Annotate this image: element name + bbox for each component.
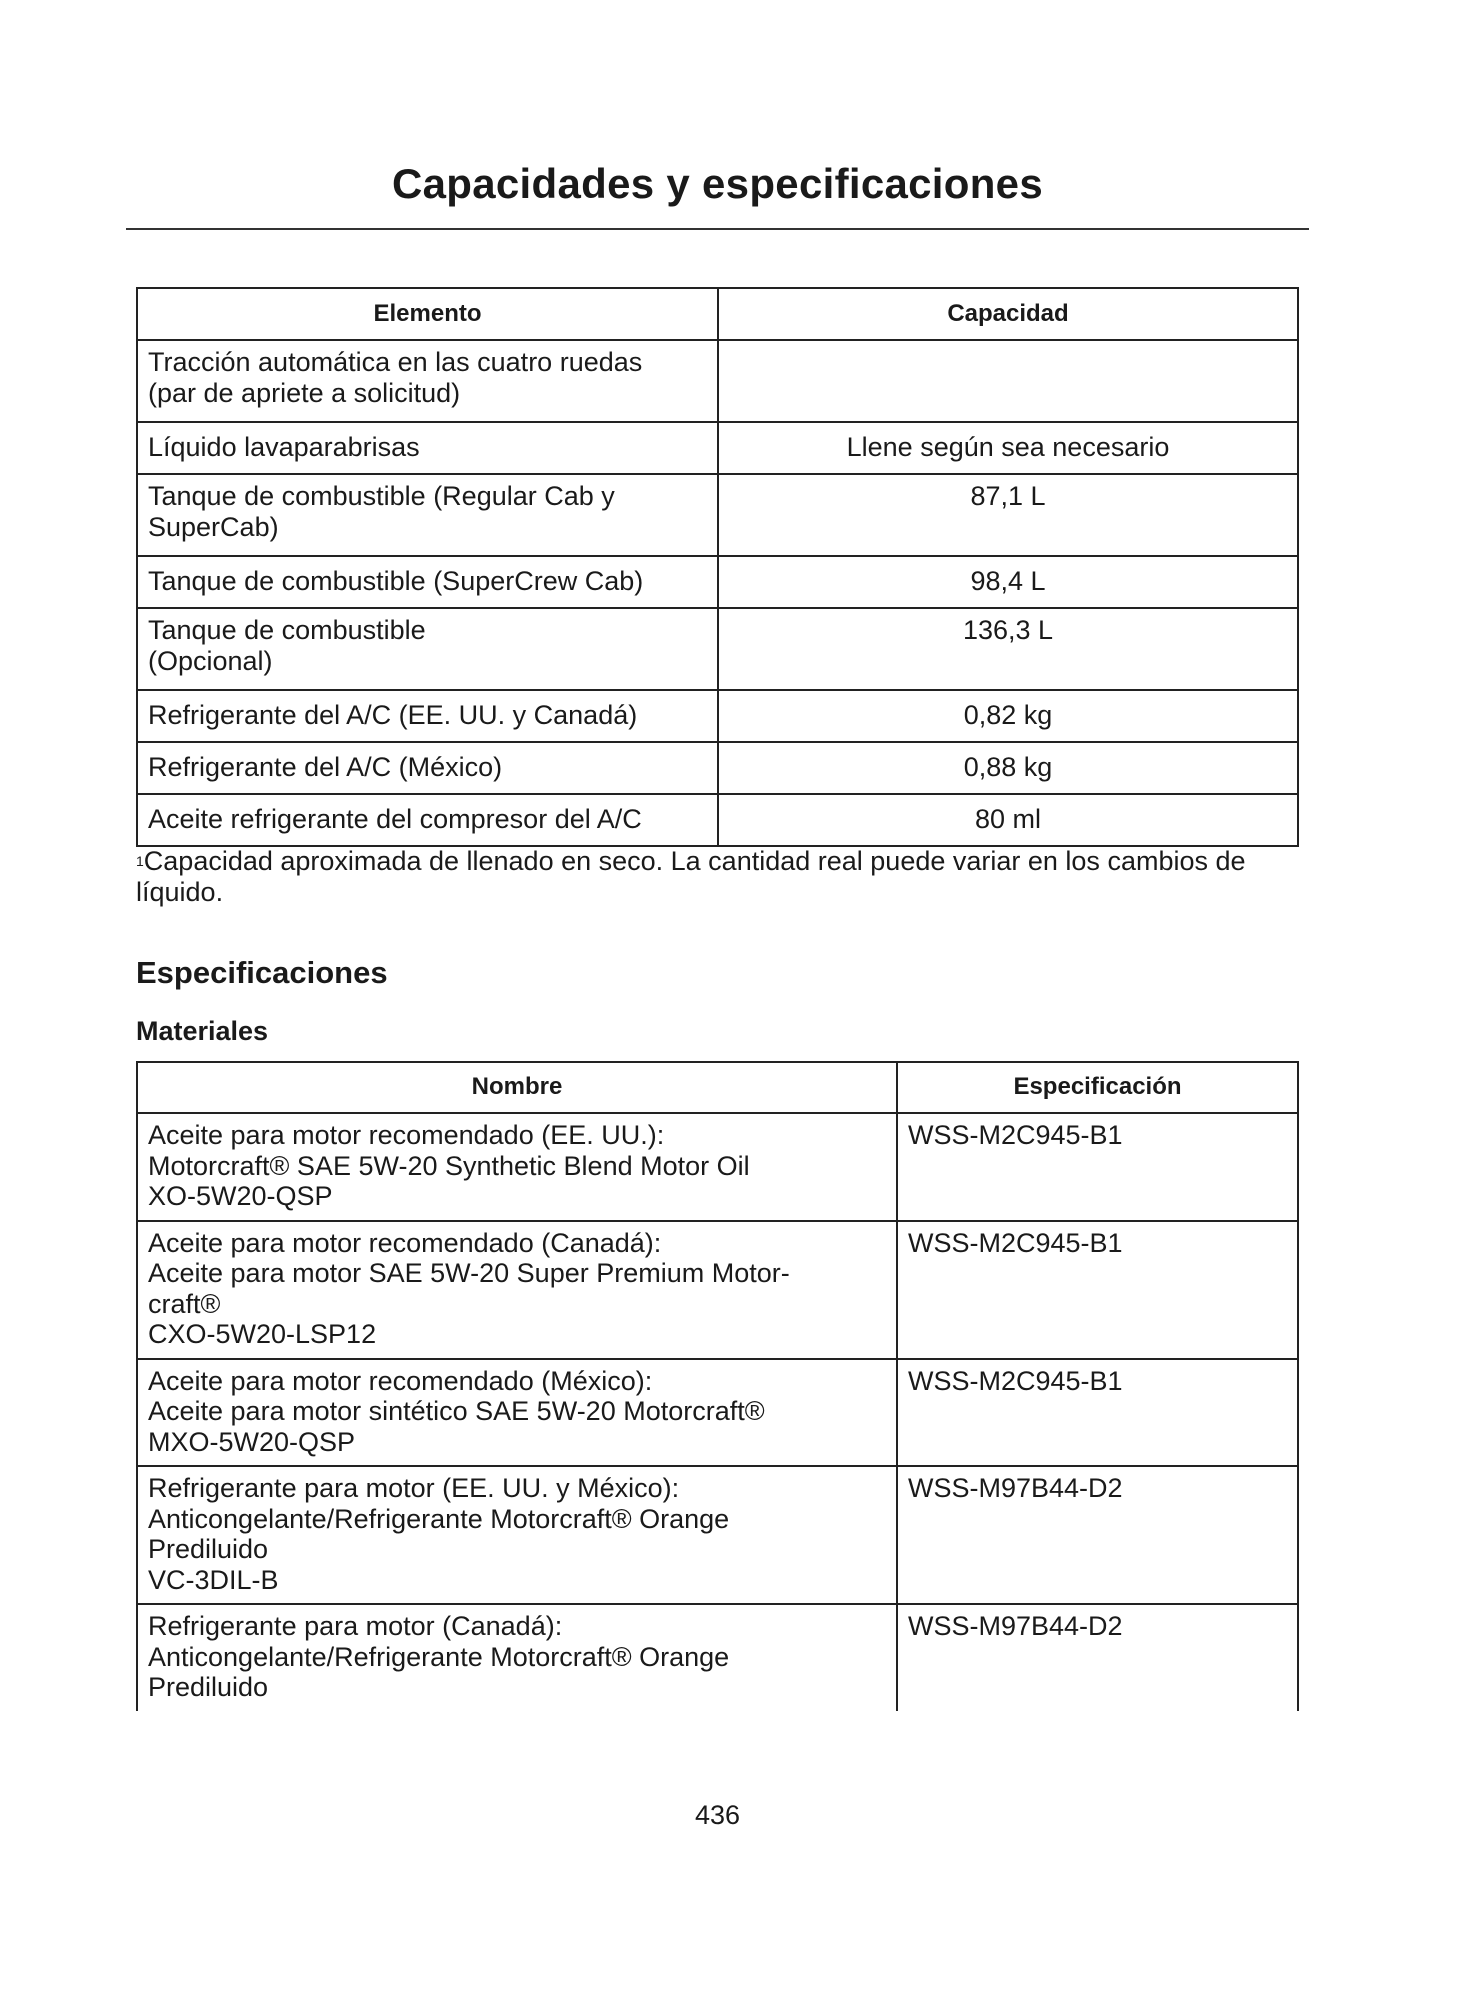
item-cell bbox=[137, 422, 718, 474]
spec-cell: WSS-M2C945-B1 bbox=[897, 1359, 1298, 1467]
cell-line: Refrigerante para motor (Canadá): bbox=[148, 1611, 563, 1641]
cell-line: Tanque de combustible (Regular Cab y bbox=[148, 481, 615, 511]
capacities-table bbox=[136, 287, 1299, 847]
table-row bbox=[137, 1466, 1298, 1604]
item-cell bbox=[137, 340, 718, 422]
item-cell bbox=[137, 794, 718, 846]
table-row bbox=[137, 742, 1298, 794]
capacity-cell: 87,1 L bbox=[718, 474, 1298, 556]
page-title: Capacidades y especificaciones bbox=[392, 160, 1043, 207]
table-row bbox=[137, 1113, 1298, 1221]
spec-cell: WSS-M2C945-B1 bbox=[897, 1113, 1298, 1221]
cell-line: SuperCab) bbox=[148, 511, 279, 542]
cell-line: XO-5W20-QSP bbox=[148, 1181, 333, 1211]
capacity-cell: Llene según sea necesario bbox=[718, 422, 1298, 474]
table-row bbox=[137, 340, 1298, 422]
cell-line: Refrigerante del A/C (México) bbox=[148, 751, 503, 782]
cell-line: Aceite para motor recomendado (EE. UU.): bbox=[148, 1120, 665, 1150]
table-row bbox=[137, 1221, 1298, 1359]
cell-line: CXO-5W20-LSP12 bbox=[148, 1319, 377, 1349]
footnote-text: Capacidad aproximada de llenado en seco. La cantidad real puede variar en los cambios de líquido. bbox=[136, 846, 1246, 907]
table-row bbox=[137, 422, 1298, 474]
capacity-cell: 0,82 kg bbox=[718, 690, 1298, 742]
table-row bbox=[137, 1604, 1298, 1711]
item-cell bbox=[137, 556, 718, 608]
cell-line: Líquido lavaparabrisas bbox=[148, 431, 420, 462]
cell-line: Anticongelante/Refrigerante Motorcraft® Orange bbox=[148, 1503, 730, 1534]
name-cell bbox=[137, 1359, 897, 1467]
section-heading: Especificaciones bbox=[136, 955, 388, 990]
cell-line: Aceite refrigerante del compresor del A/C bbox=[148, 803, 642, 834]
name-cell bbox=[137, 1604, 897, 1711]
table-row bbox=[137, 608, 1298, 690]
cell-line: craft® bbox=[148, 1288, 221, 1319]
cell-line: Aceite para motor recomendado (México): bbox=[148, 1365, 653, 1396]
footnote-mark: 1 bbox=[136, 853, 144, 869]
cell-line: MXO-5W20-QSP bbox=[148, 1426, 356, 1457]
item-cell bbox=[137, 608, 718, 690]
capacity-cell: 0,88 kg bbox=[718, 742, 1298, 794]
table-row bbox=[137, 1359, 1298, 1467]
cell-line: VC-3DIL-B bbox=[148, 1564, 279, 1595]
item-cell bbox=[137, 690, 718, 742]
materials-table bbox=[136, 1061, 1299, 1711]
capacity-cell: 80 ml bbox=[718, 794, 1298, 846]
capacity-cell: 98,4 L bbox=[718, 556, 1298, 608]
subsection-heading: Materiales bbox=[136, 1016, 269, 1046]
item-cell bbox=[137, 474, 718, 556]
cell-line: Motorcraft® SAE 5W-20 Synthetic Blend Motor Oil bbox=[148, 1150, 750, 1181]
capacity-cell: 136,3 L bbox=[718, 608, 1298, 690]
cell-line: Aceite para motor sintético SAE 5W-20 Motorcraft® bbox=[148, 1396, 765, 1426]
table-row bbox=[137, 794, 1298, 846]
footnote bbox=[136, 846, 1306, 908]
cell-line: Prediluido bbox=[148, 1672, 269, 1702]
table-row bbox=[137, 474, 1298, 556]
cell-line: Anticongelante/Refrigerante Motorcraft® Orange bbox=[148, 1641, 730, 1672]
name-cell bbox=[137, 1221, 897, 1359]
spec-cell: WSS-M2C945-B1 bbox=[897, 1221, 1298, 1359]
cell-line: (par de apriete a solicitud) bbox=[148, 377, 461, 408]
column-header: Elemento bbox=[137, 288, 718, 340]
cell-line: Refrigerante para motor (EE. UU. y México): bbox=[148, 1473, 680, 1503]
column-header: Especificación bbox=[897, 1062, 1298, 1113]
cell-line: Tracción automática en las cuatro ruedas bbox=[148, 347, 643, 377]
cell-line: (Opcional) bbox=[148, 645, 273, 676]
cell-line: Aceite para motor recomendado (Canadá): bbox=[148, 1227, 662, 1258]
item-cell bbox=[137, 742, 718, 794]
capacity-cell bbox=[718, 340, 1298, 422]
table-row bbox=[137, 556, 1298, 608]
cell-line: Tanque de combustible (SuperCrew Cab) bbox=[148, 565, 644, 596]
title-divider bbox=[126, 228, 1309, 230]
page-number: 436 bbox=[694, 1800, 741, 1830]
name-cell bbox=[137, 1466, 897, 1604]
cell-line: Tanque de combustible bbox=[148, 615, 426, 645]
cell-line: Refrigerante del A/C (EE. UU. y Canadá) bbox=[148, 699, 638, 730]
column-header: Nombre bbox=[137, 1062, 897, 1113]
spec-cell: WSS-M97B44-D2 bbox=[897, 1604, 1298, 1711]
name-cell bbox=[137, 1113, 897, 1221]
column-header: Capacidad bbox=[718, 288, 1298, 340]
cell-line: Prediluido bbox=[148, 1534, 269, 1564]
spec-cell: WSS-M97B44-D2 bbox=[897, 1466, 1298, 1604]
cell-line: Aceite para motor SAE 5W-20 Super Premium Motor- bbox=[148, 1258, 790, 1288]
table-row bbox=[137, 690, 1298, 742]
